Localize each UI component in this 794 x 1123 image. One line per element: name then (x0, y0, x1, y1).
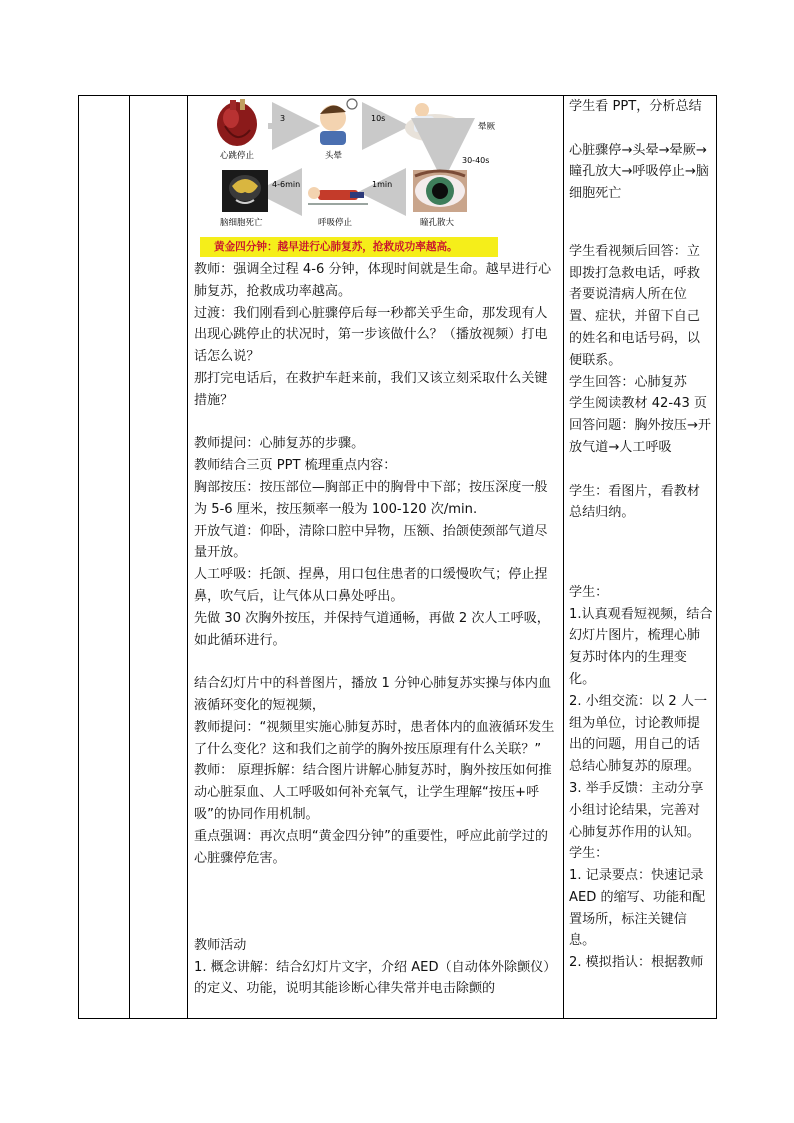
student-paragraph: 3. 举手反馈：主动分享小组讨论结果，完善对心肺复苏作用的认知。 (569, 780, 704, 840)
teacher-paragraph: 那打完电话后，在救护车赶来前，我们又该立刻采取什么关键措施？ (194, 370, 548, 408)
heart-icon (217, 99, 257, 146)
label-breath-stop: 呼吸停止 (318, 218, 353, 228)
time-label: 4-6min (272, 180, 301, 189)
fainting-person-icon (405, 103, 465, 142)
column-2-cell (130, 96, 188, 1019)
time-label: 30-40s (462, 156, 490, 165)
label-heart-stop: 心跳停止 (220, 151, 255, 161)
lesson-table (78, 95, 717, 1019)
teacher-paragraph: 教师提问：心肺复苏的步骤。 (194, 436, 365, 452)
student-paragraph: 学生： (569, 846, 609, 862)
teacher-paragraph: 胸部按压：按压部位—胸部正中的胸骨中下部；按压深度一般为 5-6 厘米，按压频率一般为 100-120 次/min. (194, 479, 548, 517)
student-paragraph: 学生看视频后回答：立即拨打急救电话，呼救者要说清病人所在位置、症状，并留下自己的姓名和电话号码，以便联系。 (569, 243, 700, 368)
teacher-paragraph: 重点强调：再次点明“黄金四分钟”的重要性，呼应此前学过的心脏骤停危害。 (194, 828, 549, 866)
label-faint: 晕厥 (478, 122, 496, 132)
teacher-paragraph: 过渡：我们刚看到心脏骤停后每一秒都关乎生命，那发现有人出现心跳停止的状况时，第一步该做什么？（播放视频）打电话怎么说？ (194, 305, 548, 365)
teacher-paragraph: 开放气道：仰卧，清除口腔中异物，压额、抬颌使颈部气道尽量开放。 (194, 523, 548, 561)
time-label: 1min (372, 180, 393, 189)
brain-scan-icon (222, 170, 268, 212)
teacher-paragraph: 人工呼吸：托颌、捏鼻，用口包住患者的口缓慢吹气；停止捏鼻，吹气后，让气体从口鼻处呼出。 (194, 567, 548, 604)
student-paragraph: 2. 小组交流：以 2 人一组为单位，讨论教师提出的问题，用自己的话总结心肺复苏的原理。 (569, 693, 708, 775)
student-paragraph: 心脏骤停→头晕→晕厥→瞳孔放大→呼吸停止→脑细胞死亡 (569, 142, 709, 202)
student-paragraph: 学生看 PPT，分析总结 (569, 99, 702, 114)
student-paragraph: 1.认真观看短视频，结合幻灯片图片，梳理心肺复苏时体内的生理变化。 (569, 606, 713, 687)
column-1-cell (79, 96, 130, 1019)
student-paragraph: 学生回答：心肺复苏 (569, 374, 687, 390)
student-paragraph: 学生：看图片，看教材总结归纳。 (569, 483, 700, 521)
student-paragraph: 学生： (569, 584, 609, 600)
label-dizzy: 头晕 (325, 151, 343, 161)
student-paragraph: 学生阅读教材 42-43 页回答问题：胸外按压→开放气道→人工呼吸 (569, 396, 711, 455)
label-brain-death: 脑细胞死亡 (220, 218, 263, 228)
time-label: 3 (280, 114, 286, 123)
dilated-pupil-eye-icon (413, 170, 467, 212)
golden-four-minutes-banner: 黄金四分钟：越早进行心肺复苏，抢救成功率越高。 (200, 237, 498, 257)
teacher-activity-text (188, 259, 563, 1000)
collapsed-person-icon (308, 187, 368, 204)
teacher-paragraph: 1. 概念讲解：结合幻灯片文字，介绍 AED（自动体外除颤仪）的定义、功能，说明其能诊断心律失常并电击除颤的 (194, 959, 557, 997)
teacher-paragraph: 教师结合三页 PPT 梳理重点内容： (194, 458, 397, 474)
teacher-paragraph: 教师活动 (194, 937, 247, 953)
cardiac-arrest-timeline-figure (200, 96, 520, 259)
student-paragraph: 2. 模拟指认：根据教师 (569, 955, 704, 971)
teacher-paragraph: 教师：强调全过程 4-6 分钟，体现时间就是生命。越早进行心肺复苏，抢救成功率越高。 (194, 262, 552, 299)
label-pupil: 瞳孔散大 (420, 218, 455, 228)
table-row (79, 96, 717, 1019)
student-activity-cell (564, 96, 717, 1019)
student-activity-text (564, 96, 716, 974)
dizzy-person-icon (320, 99, 357, 145)
teacher-paragraph: 结合幻灯片中的科普图片，播放 1 分钟心肺复苏实操与体内血液循环变化的短视频， (194, 676, 552, 713)
teacher-paragraph: 先做 30 次胸外按压，并保持气道通畅，再做 2 次人工呼吸，如此循环进行。 (194, 610, 550, 648)
teacher-activity-cell (188, 96, 564, 1019)
time-label: 10s (371, 114, 386, 123)
teacher-paragraph: 教师提问：“视频里实施心肺复苏时，患者体内的血液循环发生了什么变化？这和我们之前学的胸外按压原理有什么关联？” (194, 719, 555, 757)
teacher-paragraph: 教师： 原理拆解：结合图片讲解心肺复苏时，胸外按压如何推动心脏泵血、人工呼吸如何补充氧气，让学生理解“按压+呼吸”的协同作用机制。 (194, 763, 552, 822)
student-paragraph: 1. 记录要点：快速记录 AED 的缩写、功能和配置场所，标注关键信息。 (569, 868, 706, 949)
